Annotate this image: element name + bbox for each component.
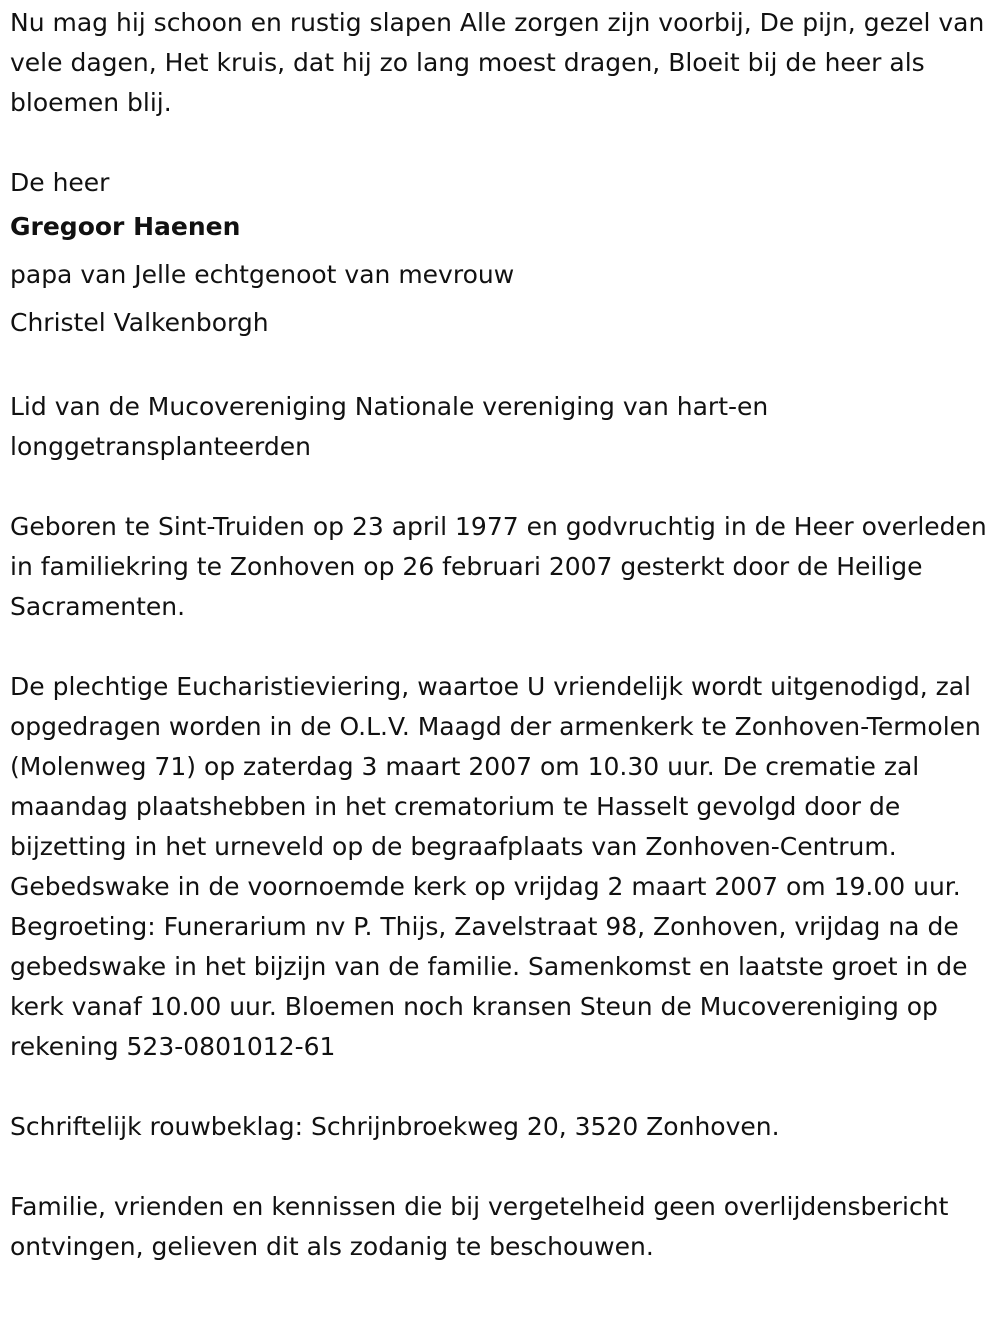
relation-line-2: Christel Valkenborgh [10,308,269,337]
closing-paragraph: Familie, vrienden en kennissen die bij vergetelheid geen overlijdensbericht ontvingen, gelieven dit als zodanig te beschouwen. [10,1192,949,1261]
honorific: De heer [10,168,110,197]
condolences-paragraph: Schriftelijk rouwbeklag: Schrijnbroekweg 20, 3520 Zonhoven. [10,1112,780,1141]
membership-paragraph: Lid van de Mucovereniging Nationale vereniging van hart-en longgetransplanteerden [10,392,769,461]
relation-line-1: papa van Jelle echtgenoot van mevrouw [10,260,515,289]
poem-paragraph: Nu mag hij schoon en rustig slapen Alle zorgen zijn voorbij, De pijn, gezel van vele dagen, Het kruis, dat hij zo lang moest dragen, Bloeit bij de heer als bloemen blij. [10,8,985,117]
deceased-name: Gregoor Haenen [10,212,241,241]
ceremony-paragraph: De plechtige Eucharistieviering, waartoe U vriendelijk wordt uitgenodigd, zal opgedragen worden in de O.L.V. Maagd der armenkerk te Zonhoven-Termolen (Molenweg 71) op zaterdag 3 maart 2007 om 10.30 uur. De crematie zal maandag plaatshebben in het crematorium te Hasselt gevolgd door de bijzetting in het urneveld op de begraafplaats van Zonhoven-Centrum. Gebedswake in de voornoemde kerk op vrijdag 2 maart 2007 om 19.00 uur. Begroeting: Funerarium nv P. Thijs, Zavelstraat 98, Zonhoven, vrijdag na de gebedswake in het bijzijn van de familie. Samenkomst en laatste groet in de kerk vanaf 10.00 uur. Bloemen noch kransen Steun de Mucovereniging op rekening 523-0801012-61 [10,672,981,1061]
birth-death-paragraph: Geboren te Sint-Truiden op 23 april 1977 en godvruchtig in de Heer overleden in familiekring te Zonhoven op 26 februari 2007 gesterkt door de Heilige Sacramenten. [10,512,987,621]
